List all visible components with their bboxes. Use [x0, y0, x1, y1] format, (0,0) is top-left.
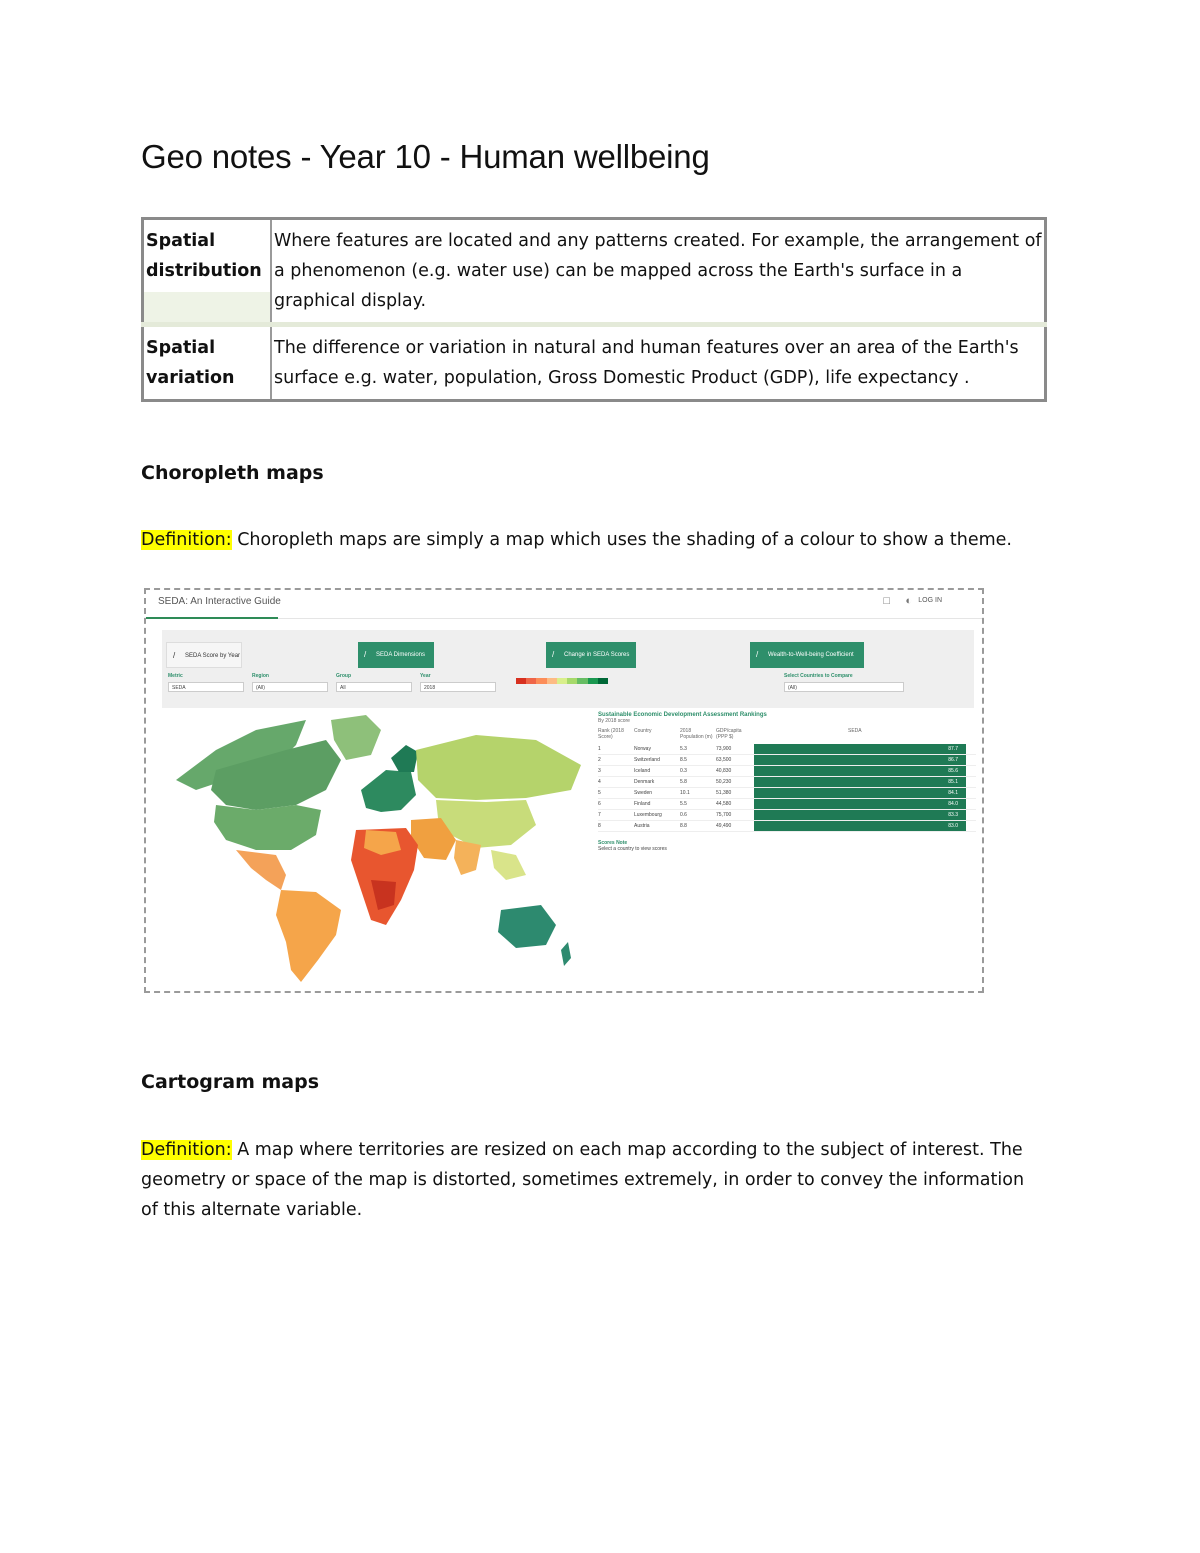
- chart-icon: /: [552, 650, 555, 659]
- cell-rank: 8: [598, 823, 601, 829]
- bookmark-icon[interactable]: □: [883, 595, 890, 607]
- cell-country: Iceland: [634, 768, 651, 774]
- header-seda: SEDA: [848, 728, 862, 734]
- cell-score: 84.0: [754, 799, 966, 809]
- cell-pop: 5.3: [680, 746, 687, 752]
- rankings-header: [598, 728, 976, 744]
- legend-swatch: [567, 678, 577, 684]
- tab-label: Wealth-to-Well-being Coefficient: [768, 652, 854, 658]
- rankings-title: Sustainable Economic Development Assessment Rankings: [598, 712, 767, 718]
- map-region-greenland[interactable]: [331, 715, 381, 760]
- term-label: Spatial distribution: [146, 231, 262, 281]
- definition-text: Choropleth maps are simply a map which uses the shading of a colour to show a theme.: [231, 530, 1012, 550]
- table-row[interactable]: [598, 799, 976, 810]
- cell-rank: 7: [598, 812, 601, 818]
- cell-pop: 8.5: [680, 757, 687, 763]
- color-legend: [516, 678, 608, 684]
- tab-wealth-coefficient[interactable]: [750, 642, 864, 668]
- metric-select[interactable]: SEDA: [168, 682, 244, 692]
- cell-gdp: 63,500: [716, 757, 732, 763]
- legend-swatch: [516, 678, 526, 684]
- term-cell: [143, 325, 272, 401]
- cell-score: 85.1: [754, 777, 966, 787]
- filter-label: Metric: [168, 673, 183, 679]
- cell-country: Finland: [634, 801, 651, 807]
- map-region-south-america[interactable]: [276, 890, 341, 982]
- tab-label: SEDA Score by Year: [185, 653, 241, 659]
- rankings-rows: [598, 744, 976, 832]
- definition-label: Definition:: [141, 1140, 232, 1160]
- scores-hint: Select a country to view scores: [598, 846, 667, 852]
- chart-icon: /: [364, 650, 367, 659]
- legend-swatch: [526, 678, 536, 684]
- chart-icon: /: [756, 650, 759, 659]
- map-region-mexico[interactable]: [236, 850, 286, 890]
- map-region-europe[interactable]: [361, 770, 416, 812]
- map-region-usa[interactable]: [214, 805, 321, 850]
- legend-swatch: [598, 678, 608, 684]
- table-row[interactable]: [598, 788, 976, 799]
- legend-swatch: [547, 678, 557, 684]
- tab-label: Change in SEDA Scores: [564, 652, 630, 658]
- table-row[interactable]: [598, 810, 976, 821]
- cell-rank: 5: [598, 790, 601, 796]
- cell-gdp: 75,700: [716, 812, 732, 818]
- legend-swatch: [588, 678, 598, 684]
- definition-cell: The difference or variation in natural and human features over an area of the Earth's surface e.g. water, population, Gross Domestic Product (GDP), life expectancy .: [271, 325, 1046, 401]
- figure-header: [146, 590, 982, 619]
- legend-swatch: [557, 678, 567, 684]
- cell-pop: 5.8: [680, 779, 687, 785]
- active-tab-underline: [146, 617, 278, 619]
- map-region-australia[interactable]: [498, 905, 556, 948]
- compare-label: Select Countries to Compare: [784, 673, 853, 679]
- filter-label: Year: [420, 673, 431, 679]
- world-choropleth-map: [156, 710, 596, 990]
- cell-gdp: 40,830: [716, 768, 732, 774]
- cell-score: 87.7: [754, 744, 966, 754]
- cell-gdp: 49,490: [716, 823, 732, 829]
- table-row[interactable]: [598, 755, 976, 766]
- map-region-southeast-asia[interactable]: [491, 850, 526, 880]
- tab-label: SEDA Dimensions: [376, 652, 426, 658]
- cell-country: Austria: [634, 823, 650, 829]
- dashboard-panel: [162, 630, 974, 708]
- cell-pop: 8.8: [680, 823, 687, 829]
- header-rank: Rank (2018 Score): [598, 728, 624, 740]
- tab-seda-score[interactable]: [166, 642, 242, 668]
- cell-country: Norway: [634, 746, 651, 752]
- chart-icon: /: [173, 651, 176, 660]
- map-region-russia[interactable]: [416, 735, 581, 800]
- cell-score: 84.1: [754, 788, 966, 798]
- cell-score: 83.3: [754, 810, 966, 820]
- cell-rank: 3: [598, 768, 601, 774]
- cell-score: 86.7: [754, 755, 966, 765]
- cell-pop: 0.3: [680, 768, 687, 774]
- definition-text: A map where territories are resized on each map according to the subject of interest. The geometry or space of the map is distorted, sometimes extremely, in order to convey the information of this alternate variable.: [141, 1140, 1025, 1220]
- scores-note: Scores Note: [598, 840, 628, 846]
- header-country: Country: [634, 728, 652, 734]
- legend-swatch: [577, 678, 587, 684]
- cell-gdp: 44,580: [716, 801, 732, 807]
- cell-score: 83.0: [754, 821, 966, 831]
- filter-label: Group: [336, 673, 351, 679]
- table-row[interactable]: [598, 821, 976, 832]
- year-select[interactable]: 2018: [420, 682, 496, 692]
- tab-change-seda[interactable]: [546, 642, 636, 668]
- tab-seda-dimensions[interactable]: [358, 642, 434, 668]
- table-row[interactable]: [598, 766, 976, 777]
- map-region-scandinavia[interactable]: [391, 745, 418, 772]
- table-row[interactable]: [598, 744, 976, 755]
- cell-country: Denmark: [634, 779, 655, 785]
- term-label: Spatial variation: [146, 338, 235, 388]
- term-cell: [143, 219, 272, 325]
- cell-pop: 5.5: [680, 801, 687, 807]
- legend-swatch: [536, 678, 546, 684]
- header-gdp: GDP/capita (PPP $): [716, 728, 742, 740]
- map-region-new-zealand[interactable]: [561, 942, 571, 966]
- cell-rank: 2: [598, 757, 601, 763]
- group-select[interactable]: All: [336, 682, 412, 692]
- cartogram-heading: Cartogram maps: [141, 1071, 320, 1093]
- cell-rank: 1: [598, 746, 601, 752]
- login-icon[interactable]: ◐: [905, 595, 912, 607]
- cell-country: Switzerland: [634, 757, 660, 763]
- compare-select[interactable]: (All): [784, 682, 904, 692]
- choropleth-heading: Choropleth maps: [141, 462, 324, 484]
- region-select[interactable]: (All): [252, 682, 328, 692]
- login-link[interactable]: LOG IN: [918, 597, 942, 604]
- cell-pop: 0.6: [680, 812, 687, 818]
- cell-gdp: 50,230: [716, 779, 732, 785]
- cell-gdp: 51,380: [716, 790, 732, 796]
- filter-label: Region: [252, 673, 269, 679]
- page-title: Geo notes - Year 10 - Human wellbeing: [141, 138, 710, 175]
- cell-pop: 10.1: [680, 790, 690, 796]
- cartogram-definition: [141, 1135, 1046, 1225]
- cell-gdp: 73,900: [716, 746, 732, 752]
- definition-label: Definition:: [141, 530, 232, 550]
- terms-table: [141, 217, 1047, 402]
- cell-score: 85.6: [754, 766, 966, 776]
- definition-cell: Where features are located and any patterns created. For example, the arrangement of a phenomenon (e.g. water use) can be mapped across the Earth's surface in a graphical display.: [271, 219, 1046, 325]
- cell-country: Sweden: [634, 790, 653, 796]
- table-row: [143, 325, 1046, 401]
- figure-app-title: SEDA: An Interactive Guide: [158, 596, 281, 607]
- table-row: [143, 219, 1046, 325]
- choropleth-definition: [141, 525, 1046, 555]
- rankings-subtitle: By 2018 score: [598, 718, 630, 724]
- rankings-table: [598, 712, 976, 852]
- cell-rank: 6: [598, 801, 601, 807]
- map-region-south-asia[interactable]: [454, 840, 481, 875]
- table-row[interactable]: [598, 777, 976, 788]
- choropleth-figure: [144, 588, 984, 993]
- header-population: 2018 Population (m): [680, 728, 713, 740]
- cell-country: Luxembourg: [634, 812, 662, 818]
- cell-rank: 4: [598, 779, 601, 785]
